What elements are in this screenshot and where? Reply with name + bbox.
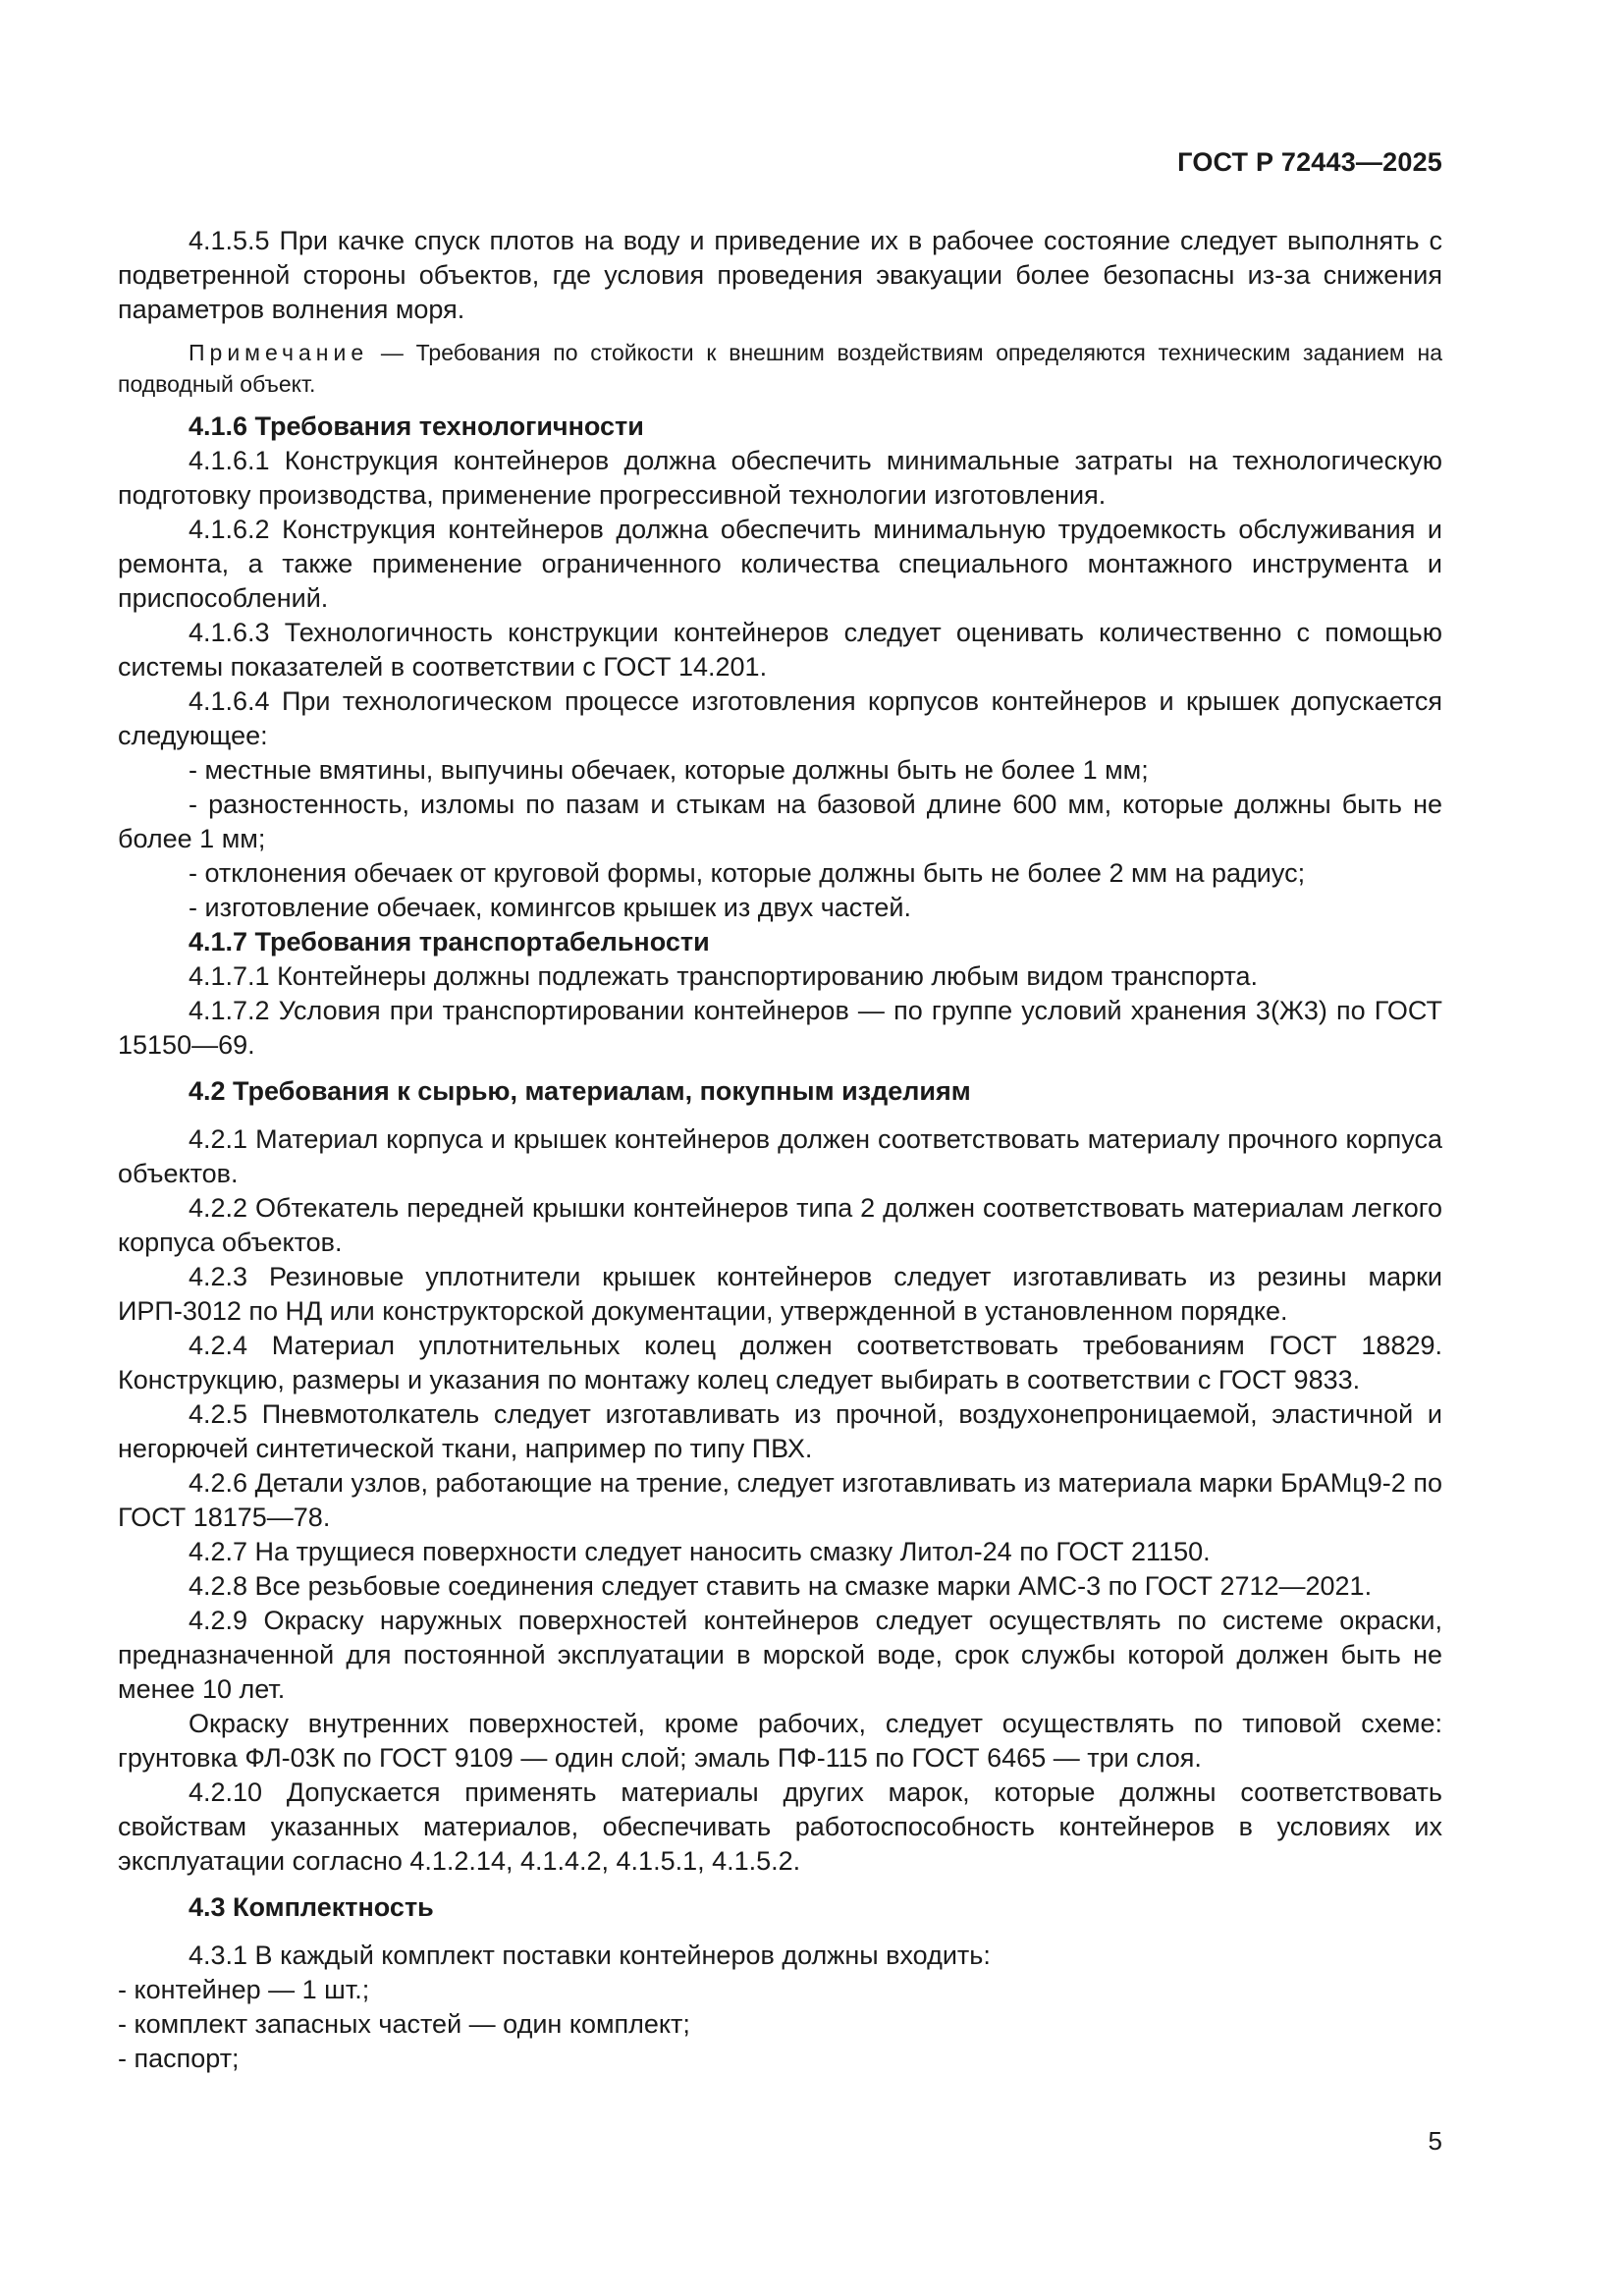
list-item: - разностенность, изломы по пазам и стыкам на базовой длине 600 мм, которые должны быть не более 1 мм; bbox=[118, 790, 1442, 853]
paragraph-4-2-7: 4.2.7 На трущиеся поверхности следует наносить смазку Литол-24 по ГОСТ 21150. bbox=[189, 1537, 1211, 1566]
paragraph-4-1-6-3: 4.1.6.3 Технологичность конструкции контейнеров следует оценивать количественно с помощью системы показателей в соответствии с ГОСТ 14.201. bbox=[118, 618, 1442, 682]
list-item: - изготовление обечаек, комингсов крышек из двух частей. bbox=[189, 893, 911, 922]
paragraph-4-2-2: 4.2.2 Обтекатель передней крышки контейнеров типа 2 должен соответствовать материалам легкого корпуса объектов. bbox=[118, 1193, 1442, 1257]
paragraph-4-1-7-1: 4.1.7.1 Контейнеры должны подлежать транспортированию любым видом транспорта. bbox=[189, 961, 1259, 991]
note bbox=[118, 337, 1442, 400]
heading-4-3: 4.3 Комплектность bbox=[189, 1892, 434, 1922]
list-item: - комплект запасных частей — один комплект; bbox=[118, 2009, 690, 2039]
heading-4-2: 4.2 Требования к сырью, материалам, покупным изделиям bbox=[189, 1076, 971, 1106]
list-item: - местные вмятины, выпучины обечаек, которые должны быть не более 1 мм; bbox=[189, 755, 1149, 785]
heading-4-1-6: 4.1.6 Требования технологичности bbox=[189, 411, 644, 441]
paragraph-4-1-7-2: 4.1.7.2 Условия при транспортировании контейнеров — по группе условий хранения 3(Ж3) по ГОСТ 15150—69. bbox=[118, 996, 1442, 1060]
paragraph-4-3-1: 4.3.1 В каждый комплект поставки контейнеров должны входить: bbox=[189, 1941, 991, 1970]
paragraph-4-2-8: 4.2.8 Все резьбовые соединения следует ставить на смазке марки АМС-3 по ГОСТ 2712—2021. bbox=[189, 1571, 1373, 1601]
paragraph-4-2-1: 4.2.1 Материал корпуса и крышек контейнеров должен соответствовать материалу прочного корпуса объектов. bbox=[118, 1124, 1442, 1188]
paragraph-4-1-6-1: 4.1.6.1 Конструкция контейнеров должна обеспечить минимальные затраты на технологическую подготовку производства, применение прогрессивной технологии изготовления. bbox=[118, 446, 1442, 510]
paragraph-4-2-5: 4.2.5 Пневмотолкатель следует изготавливать из прочной, воздухонепроницаемой, эластичной и негорючей синтетической ткани, например по типу ПВХ. bbox=[118, 1399, 1442, 1463]
paragraph-4-2-3: 4.2.3 Резиновые уплотнители крышек контейнеров следует изготавливать из резины марки ИРП-3012 по НД или конструкторской документации, утвержденной в установленном порядке. bbox=[118, 1262, 1442, 1326]
paragraph-4-2-9-continued: Окраску внутренних поверхностей, кроме рабочих, следует осуществлять по типовой схеме: грунтовка ФЛ-03К по ГОСТ 9109 — один слой; эмаль ПФ-115 по ГОСТ 6465 — три слоя. bbox=[118, 1709, 1442, 1773]
list-item: - паспорт; bbox=[118, 2044, 240, 2073]
paragraph-4-2-6: 4.2.6 Детали узлов, работающие на трение, следует изготавливать из материала марки БрАМц9-2 по ГОСТ 18175—78. bbox=[118, 1468, 1442, 1532]
note-text: — Требования по стойкости к внешним воздействиям определяются техническим заданием на подводный объект. bbox=[118, 340, 1442, 397]
paragraph-4-2-4: 4.2.4 Материал уплотнительных колец должен соответствовать требованиям ГОСТ 18829. Конструкцию, размеры и указания по монтажу колец следует выбирать в соответствии с ГОСТ 9833. bbox=[118, 1331, 1442, 1394]
paragraph-4-1-6-2: 4.1.6.2 Конструкция контейнеров должна обеспечить минимальную трудоемкость обслуживания и ремонта, а также применение ограниченного количества специального монтажного инструмента и приспособлений. bbox=[118, 515, 1442, 613]
list-item: - отклонения обечаек от круговой формы, которые должны быть не более 2 мм на радиус; bbox=[189, 858, 1306, 888]
page-number: 5 bbox=[1428, 2126, 1442, 2156]
paragraph-4-1-6-4: 4.1.6.4 При технологическом процессе изготовления корпусов контейнеров и крышек допускается следующее: bbox=[118, 686, 1442, 750]
page-body bbox=[118, 224, 1442, 2076]
paragraph-4-1-5-5: 4.1.5.5 При качке спуск плотов на воду и приведение их в рабочее состояние следует выполнять с подветренной стороны объектов, где условия проведения эвакуации более безопасны из-за снижения параметров волнения моря. bbox=[118, 226, 1442, 324]
note-label: Примечание bbox=[189, 340, 369, 365]
list-item: - контейнер — 1 шт.; bbox=[118, 1975, 370, 2004]
heading-4-1-7: 4.1.7 Требования транспортабельности bbox=[189, 927, 710, 957]
paragraph-4-2-9: 4.2.9 Окраску наружных поверхностей контейнеров следует осуществлять по системе окраски, предназначенной для постоянной эксплуатации в морской воде, срок службы которой должен быть не менее 10 лет. bbox=[118, 1606, 1442, 1704]
paragraph-4-2-10: 4.2.10 Допускается применять материалы других марок, которые должны соответствовать свойствам указанных материалов, обеспечивать работоспособность контейнеров в условиях их эксплуатации согласно 4.1.2.14, 4.1.4.2, 4.1.5.1, 4.1.5.2. bbox=[118, 1777, 1442, 1876]
document-code: ГОСТ Р 72443—2025 bbox=[1177, 147, 1442, 177]
